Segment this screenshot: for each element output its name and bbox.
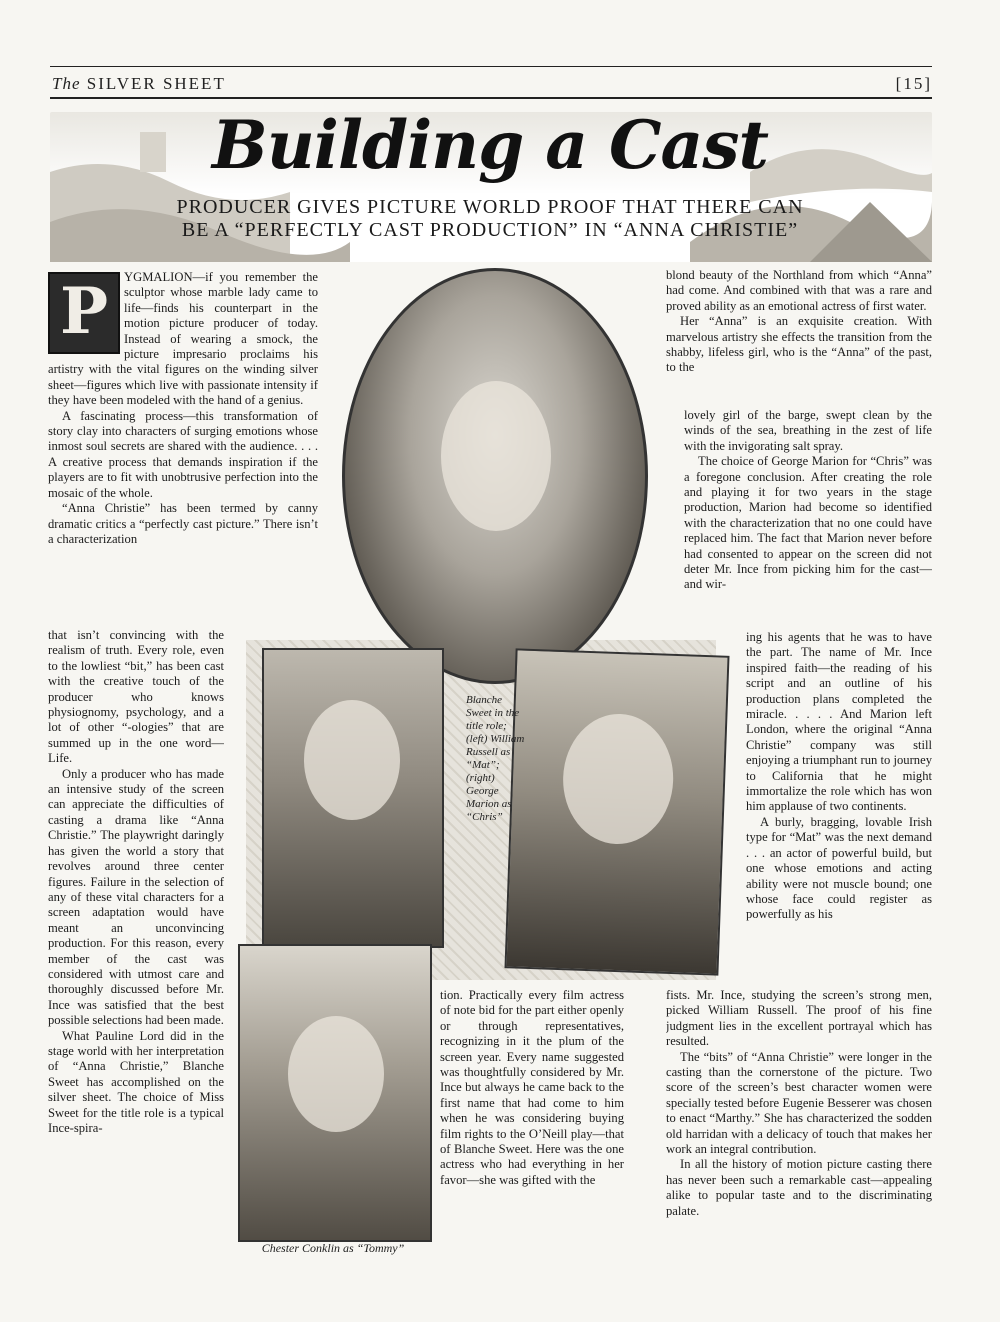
chester-conklin-photo bbox=[238, 944, 432, 1242]
paragraph-col3-6: In all the history of motion picture casting there has never been such a remarkable cast—appealing alike to popular taste and to the discriminating palate. bbox=[666, 1157, 932, 1218]
paragraph-col3-1: blond beauty of the Northland from which “Anna” had come. And combined with that was a rare and proved ability as an emotional actress of first water. bbox=[666, 268, 932, 313]
paragraph-col3-3: The choice of George Marion for “Chris” was a foregone conclusion. After creating the role and playing it for two years in the stage production, Marion had become so identified with the characterization that no one could have replaced him. The fact that Marion never before had consented to appear on the screen did not deter Mr. Ince from picking him for the cast—and wir- bbox=[684, 454, 932, 592]
column-3-middle bbox=[746, 630, 932, 986]
paragraph-col3-5: The “bits” of “Anna Christie” were longer in the casting than the cornerstone of the picture. Two score of the screen’s best character women were specially tested before Eugenie Besserer was chosen to enact “Marthy.” She has characterized the sodden old harridan with a delicacy of touch that makes her work an integral contribution. bbox=[666, 1049, 932, 1157]
article-title: Building a Cast bbox=[212, 106, 768, 184]
column-1-lower bbox=[48, 628, 224, 1260]
article-deck bbox=[120, 196, 860, 242]
portrait-face bbox=[304, 700, 400, 820]
column-2 bbox=[440, 988, 624, 1258]
page-number: [15] bbox=[895, 74, 932, 93]
paragraph-col3-4-continued: fists. Mr. Ince, studying the screen’s strong men, picked William Russell. The proof of his fine judgment lies in the excellent portrayal which has resulted. bbox=[666, 988, 932, 1049]
deck-line-2: BE A “PERFECTLY CAST PRODUCTION” IN “ANNA CHRISTIE” bbox=[181, 219, 799, 241]
photo-caption-trio: Blanche Sweet in the title role; (left) William Russell as “Mat”; (right) George Marion as “Chris” bbox=[466, 694, 525, 823]
paragraph-3-continued: that isn’t convincing with the realism of truth. Every role, even to the lowliest “bit,” has been cast with the creative touch of the producer who knows physiognomy, psychology, and a lot of other “-ologies” that are summed up in the one word—Life. bbox=[48, 628, 224, 766]
column-3-top bbox=[666, 268, 932, 410]
paragraph-5: What Pauline Lord did in the stage world with her interpretation of “Anna Christie,” Blanche Sweet has accomplished on the silver sheet. The choice of Miss Sweet for the title role is a typical Ince-spira- bbox=[48, 1028, 224, 1135]
deck-line-1: PRODUCER GIVES PICTURE WORLD PROOF THAT THERE CAN bbox=[176, 196, 804, 218]
paragraph-col3-2: Her “Anna” is an exquisite creation. With marvelous artistry she effects the transition from the shabby, lifeless girl, who is the “Anna” of the past, to the bbox=[666, 314, 932, 375]
paragraph-col3-3-continued: ing his agents that he was to have the part. The name of Mr. Ince inspired faith—the reading of his script and an outline of his production plans completed the miracle. . . . . And Marion left London, where the original “Anna Christie” company was still enjoying a triumphant run to journey to California that he might immortalize the role which has won him applause of two continents. bbox=[746, 630, 932, 814]
magazine-name: The SILVER SHEET bbox=[52, 74, 226, 93]
portrait-face bbox=[288, 1016, 384, 1132]
paragraph-col3-4: A burly, bragging, lovable Irish type for “Mat” was the next demand . . . an actor of powerful build, but one whose emotions and acting ability were not muscle bound; one whose face could register as powerfully as his bbox=[746, 814, 932, 922]
header-top-rule bbox=[50, 66, 932, 67]
column-3-bottom bbox=[666, 988, 932, 1268]
portrait-face bbox=[561, 712, 675, 846]
paragraph-3: “Anna Christie” has been termed by canny dramatic critics a “perfectly cast picture.” There isn’t a characterization bbox=[48, 501, 318, 546]
blanche-sweet-photo bbox=[342, 268, 648, 684]
column-3-upper bbox=[684, 408, 932, 632]
george-marion-photo bbox=[504, 648, 729, 975]
column-1-upper bbox=[48, 270, 318, 630]
paragraph-2: A fascinating process—this transformation of story clay into characters of surging emotions whose inmost soul secrets are shared with the audience. . . . A creative process that demands inspiration if the players are to fit with unobtrusive perfection into the mosaic of the whole. bbox=[48, 408, 318, 500]
portrait-face bbox=[441, 381, 551, 531]
paragraph-4: Only a producer who has made an intensive study of the screen can appreciate the difficulties of casting a drama like “Anna Christie.” The playwright daringly has given the world a story that revolves around three center figures. Failure in the selection of any of these vital characters for a screen adaptation would have meant an unconvincing production. For this reason, every member of the cast was considered with utmost care and thoroughly discussed before Mr. Ince was satisfied that the best possible selections had been made. bbox=[48, 766, 224, 1028]
drop-cap: P bbox=[48, 272, 120, 354]
paragraph-col3-2-continued: lovely girl of the barge, swept clean by the winds of the sea, breathing in the zest of life with the invigorating salt spray. bbox=[684, 408, 932, 453]
paragraph-col2: tion. Practically every film actress of note bid for the part either openly or through representatives, recognizing in it the plum of the screen year. Every name suggested was thoughtfully considered by Mr. Ince but always he came back to the first name that had come to him when he was considering buying film rights to the O’Neill play—that of Blanche Sweet. Here was the one actress who had everything in her favor—she was gifted with the bbox=[440, 988, 624, 1187]
header-bottom-rule bbox=[50, 97, 932, 99]
photo-caption-conklin: Chester Conklin as “Tommy” bbox=[261, 1241, 405, 1255]
paragraph-1: YGMALION—if you remember the sculptor whose marble lady came to life—finds his counterpart in the motion picture producer of today. Instead of wearing a smock, the picture impresario proclaims his artistry with the vital figures on the winding silver sheet—figures which live with passionate intensity if they have been modeled with the hand of a genius. bbox=[48, 270, 318, 408]
william-russell-photo bbox=[262, 648, 444, 948]
